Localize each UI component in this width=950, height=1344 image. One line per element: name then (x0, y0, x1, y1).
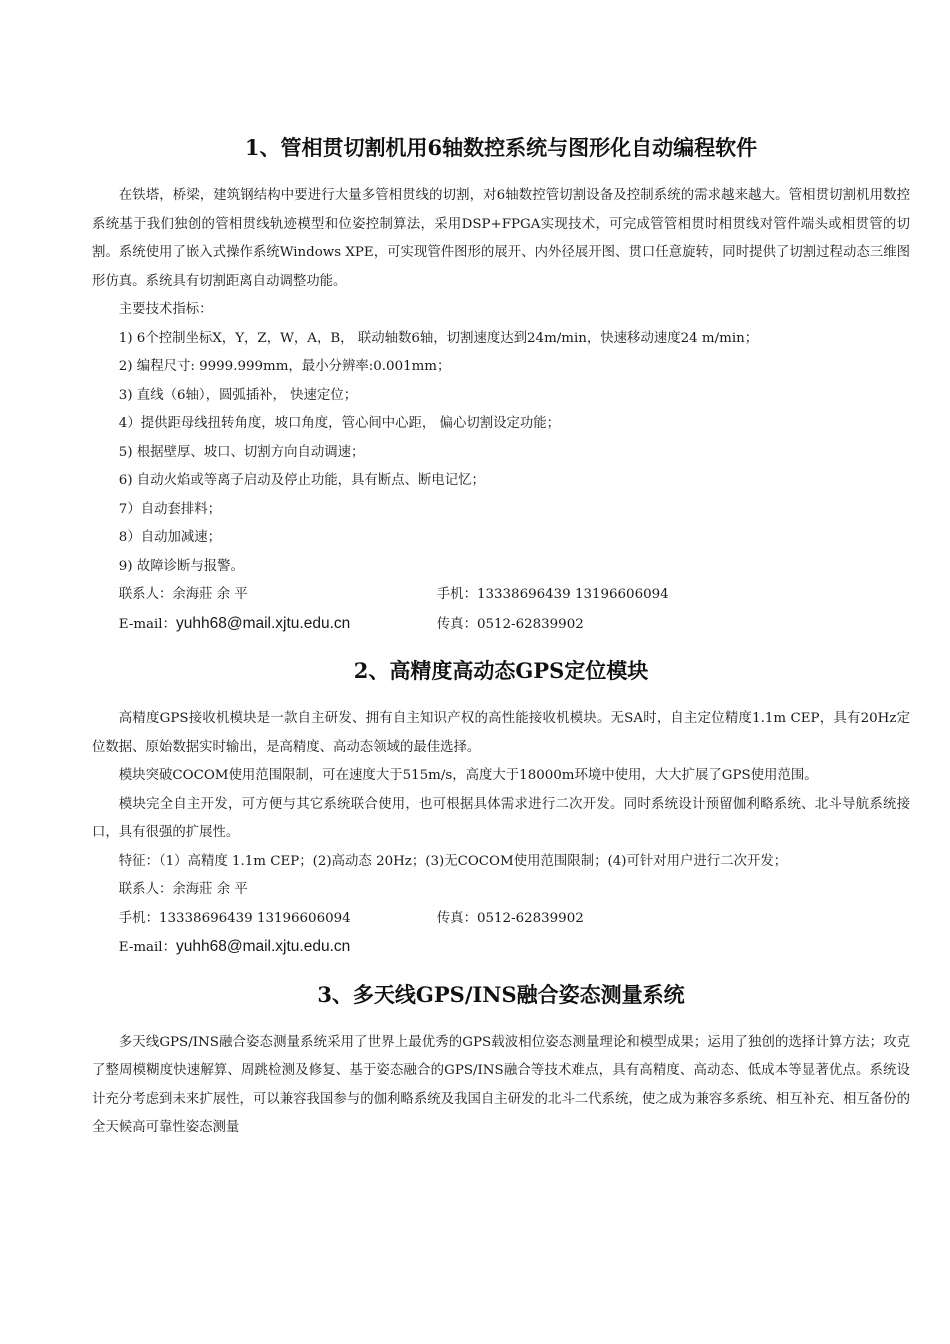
spec-item: 5) 根据壁厚、坡口、切割方向自动调速； (118, 444, 365, 460)
email-address[interactable]: yuhh68@mail.xjtu.edu.cn (175, 938, 351, 955)
section-title: 3、多天线GPS/INS融合姿态测量系统 (317, 981, 685, 1007)
section-title: 2、高精度高动态GPS定位模块 (353, 658, 649, 683)
spec-item: 7）自动套排料； (118, 501, 222, 517)
section-gps-module (92, 651, 910, 963)
phone-numbers: 手机：13338696439 13196606094 (436, 587, 669, 602)
spec-item: 3) 直线（6轴），圆弧插补， 快速定位； (118, 387, 358, 403)
email-prefix: E-mail： (118, 940, 176, 955)
spec-item: 8）自动加减速； (118, 530, 222, 545)
contact-person: 联系人：余海莊 余 平 (118, 882, 248, 897)
spec-item: 1) 6个控制坐标X，Y，Z，W，A，B， 联动轴数6轴，切割速度达到24m/min，快速移动速度24 m/min； (118, 330, 759, 346)
spec-item: 9) 故障诊断与报警。 (118, 558, 244, 574)
section-intro: 在铁塔，桥梁，建筑钢结构中要进行大量多管相贯线的切割，对6轴数控管切割设备及控制系统的需求越来越大。管相贯切割机用数控系统基于我们独创的管相贯线轨迹模型和位姿控制算法，采用DSP+FPGA实现技术，可完成管管相贯时相贯线对管件端头或相贯管的切割。系统使用了嵌入式操作系统Windows XPE，可实现管件图形的展开、内外径展开图、贯口任意旋转，同时提供了切割过程动态三维图形仿真。系统具有切割距离自动调整功能。 (92, 188, 910, 289)
spec-item: 2) 编程尺寸: 9999.999mm，最小分辨率:0.001mm； (118, 359, 451, 374)
section-intro: 多天线GPS/INS融合姿态测量系统采用了世界上最优秀的GPS载波相位姿态测量理论和模型成果；运用了独创的选择计算方法；攻克了整周模糊度快速解算、周跳检测及修复、基于姿态融合的GPS/INS融合等技术难点，具有高精度、高动态、低成本等显著优点。系统设计充分考虑到未来扩展性，可以兼容我国参与的伽利略系统及我国自主研发的北斗二代系统，使之成为兼容多系统、相互补充、相互备份的全天候高可靠性姿态测量 (92, 1034, 910, 1135)
phone-fax-row (92, 905, 910, 934)
features-paragraph: 特征：（1）高精度 1.1m CEP；(2)高动态 20Hz；(3)无COCOM使用范围限制；(4)可针对用户进行二次开发； (118, 853, 788, 869)
contact-person: 联系人：余海莊 余 平 (118, 587, 248, 602)
fax-number: 传真：0512-62839902 (436, 910, 584, 926)
email-block (119, 610, 437, 640)
section-paragraph: 模块完全自主开发，可方便与其它系统联合使用，也可根据具体需求进行二次开发。同时系统设计预留伽利略系统、北斗导航系统接口，具有很强的扩展性。 (92, 796, 910, 840)
phone-numbers: 手机：13338696439 13196606094 (118, 910, 351, 926)
email-prefix: E-mail： (118, 616, 176, 632)
section-gps-ins-attitude (92, 975, 910, 1143)
section-title: 1、管相贯切割机用6轴数控系统与图形化自动编程软件 (244, 135, 758, 160)
fax-number: 传真：0512-62839902 (436, 616, 584, 632)
section-paragraph: 模块突破COCOM使用范围限制，可在速度大于515m/s，高度大于18000m环境中使用，大大扩展了GPS使用范围。 (118, 768, 818, 783)
spec-item: 4）提供距母线扭转角度，坡口角度，管心间中心距， 偏心切割设定功能； (118, 416, 561, 431)
document-content (92, 128, 910, 1143)
contact-row (92, 581, 910, 610)
spec-item: 6) 自动火焰或等离子启动及停止功能，具有断点、断电记忆； (118, 473, 485, 488)
email-row (92, 933, 910, 963)
section-paragraph: 高精度GPS接收机模块是一款自主研发、拥有自主知识产权的高性能接收机模块。无SA时，自主定位精度1.1m CEP，具有20Hz定位数据、原始数据实时输出，是高精度、高动态领域的最佳选择。 (92, 711, 910, 755)
email-row (92, 610, 910, 640)
section-cnc-system (92, 128, 910, 639)
specs-heading: 主要技术指标： (118, 302, 213, 317)
email-address[interactable]: yuhh68@mail.xjtu.edu.cn (175, 614, 351, 632)
